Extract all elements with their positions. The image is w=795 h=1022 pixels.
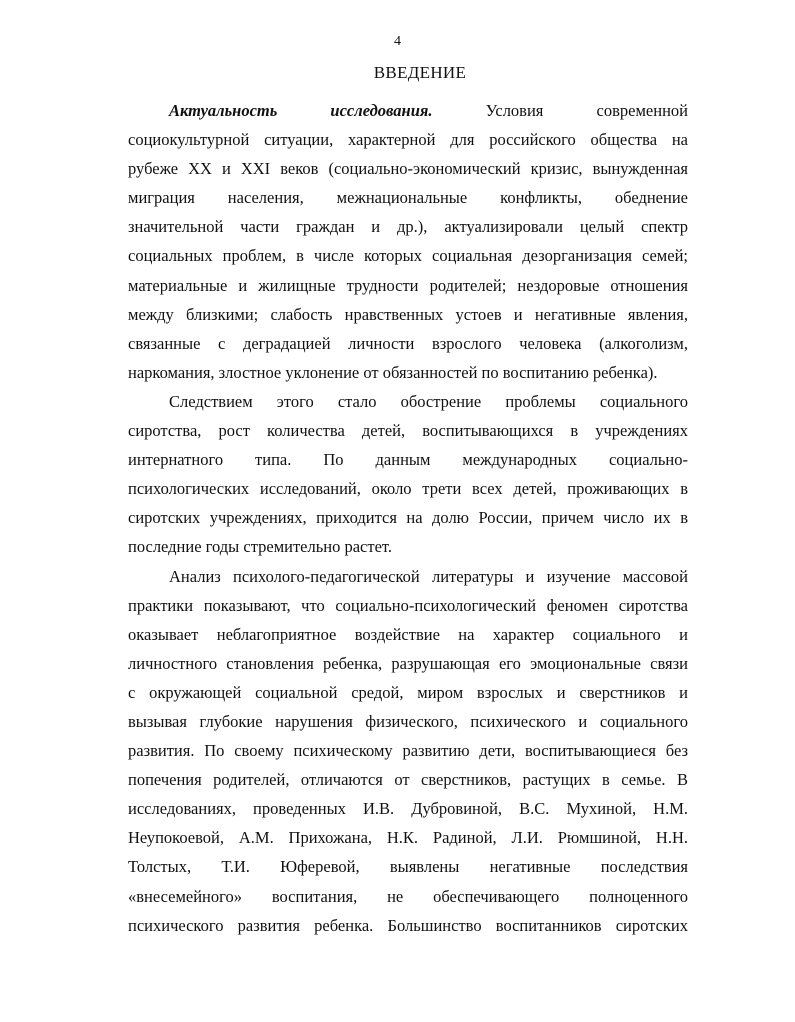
text-line: вызывая глубокие нарушения физического, психического и социального bbox=[128, 711, 688, 731]
text-line: попечения родителей, отличаются от сверстников, растущих в семье. В bbox=[128, 770, 688, 790]
text-line: Следствием этого стало обострение проблемы социального bbox=[169, 391, 688, 411]
lead-word-relevance: Актуальность bbox=[169, 101, 278, 120]
text-line: исследованиях, проведенных И.В. Дубровиной, В.С. Мухиной, Н.М. bbox=[128, 799, 688, 819]
body-text bbox=[128, 96, 688, 940]
text-word: Условия bbox=[485, 101, 544, 120]
text-line: сиротства, рост количества детей, воспитывающихся в учреждениях bbox=[128, 421, 688, 441]
text-line: наркомания, злостное уклонение от обязанностей по воспитанию ребенка). bbox=[128, 362, 658, 382]
text-line: психологических исследований, около трети всех детей, проживающих в bbox=[128, 479, 688, 499]
text-line: практики показывают, что социально-психологический феномен сиротства bbox=[128, 595, 688, 615]
text-line: развития. По своему психическому развитию дети, воспитывающиеся без bbox=[128, 741, 688, 761]
page-number: 4 bbox=[394, 34, 401, 49]
text-line: значительной части граждан и др.), актуализировали целый спектр bbox=[128, 217, 688, 237]
text-line: социокультурной ситуации, характерной для российского общества на bbox=[128, 130, 688, 150]
text-line: оказывает неблагоприятное воздействие на характер социального и bbox=[128, 624, 688, 644]
text-line: миграция населения, межнациональные конфликты, обеднение bbox=[128, 188, 688, 208]
text-line: психического развития ребенка. Большинство воспитанников сиротских bbox=[128, 915, 688, 935]
text-line: сиротских учреждениях, приходится на долю России, причем число их в bbox=[128, 508, 688, 528]
paragraph-1-line-1 bbox=[128, 96, 688, 125]
text-line: между близкими; слабость нравственных устоев и негативные явления, bbox=[128, 304, 688, 324]
text-line: связанные с деградацией личности взрослого человека (алкоголизм, bbox=[128, 333, 688, 353]
text-line: интернатного типа. По данным международных социально- bbox=[128, 450, 688, 470]
text-line: социальных проблем, в числе которых социальная дезорганизация семей; bbox=[128, 246, 688, 266]
text-line: «внесемейного» воспитания, не обеспечивающего полноценного bbox=[128, 886, 688, 906]
text-line: личностного становления ребенка, разрушающая его эмоциональные связи bbox=[128, 653, 688, 673]
text-line: последние годы стремительно растет. bbox=[128, 537, 392, 557]
text-line: Неупокоевой, А.М. Прихожана, Н.К. Радиной, Л.И. Рюмшиной, Н.Н. bbox=[128, 828, 688, 848]
text-line: с окружающей социальной средой, миром взрослых и сверстников и bbox=[128, 682, 688, 702]
section-heading: ВВЕДЕНИЕ bbox=[373, 63, 467, 82]
text-line: рубеже XX и XXI веков (социально-экономический кризис, вынужденная bbox=[128, 159, 688, 179]
text-line: Анализ психолого-педагогической литературы и изучение массовой bbox=[169, 566, 688, 586]
text-line: материальные и жилищные трудности родителей; нездоровые отношения bbox=[128, 275, 688, 295]
lead-word-research: исследования. bbox=[330, 101, 433, 120]
text-line: Толстых, Т.И. Юферевой, выявлены негативные последствия bbox=[128, 857, 688, 877]
text-word: современной bbox=[596, 101, 688, 120]
